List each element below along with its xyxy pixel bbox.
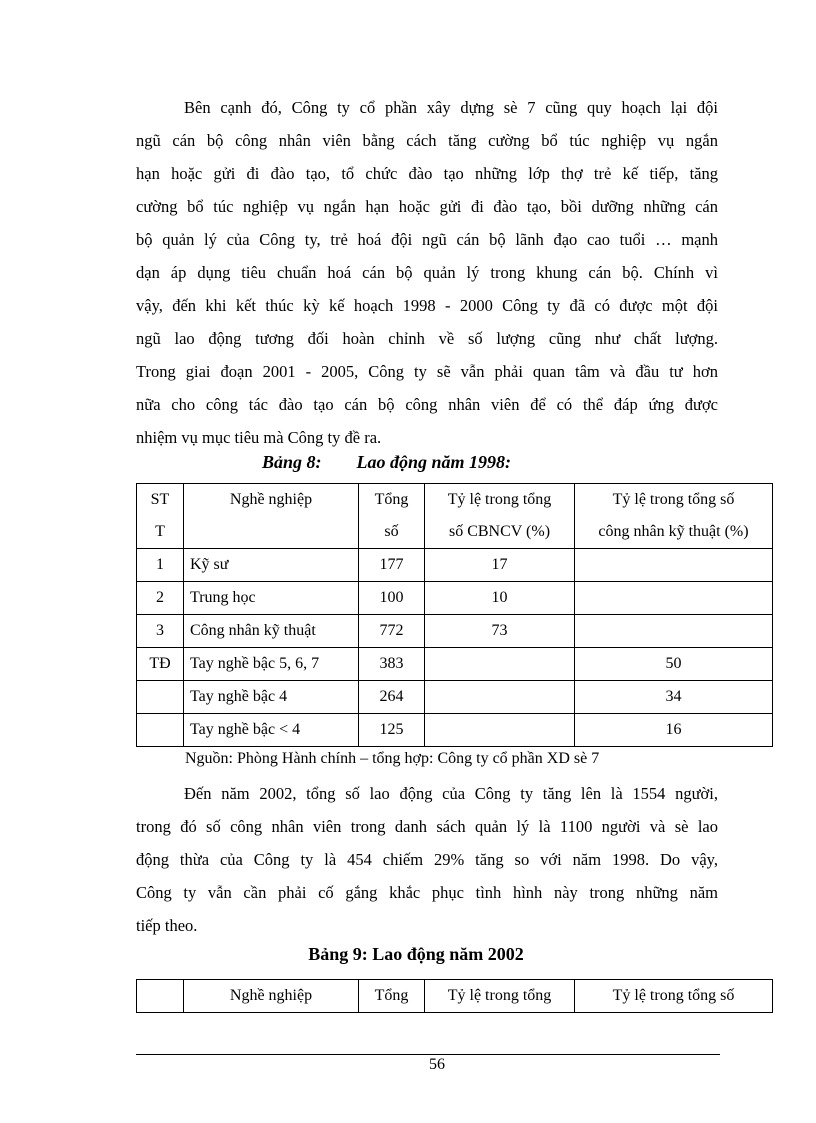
header-tong-so: Tổng số: [359, 484, 425, 549]
table-row: TĐ Tay nghề bậc 5, 6, 7 383 50: [137, 648, 773, 681]
header-stt: [137, 980, 184, 1013]
table-row: Tay nghề bậc 4 264 34: [137, 681, 773, 714]
table-row: 1 Kỹ sư 177 17: [137, 549, 773, 582]
table-labor-2002: [136, 979, 773, 1013]
paragraph-line: hạn hoặc gửi đi đào tạo, tổ chức đào tạo những lớp thợ trẻ kế tiếp, tăng: [136, 164, 718, 183]
paragraph-line: Đến năm 2002, tổng số lao động của Công ty tăng lên là 1554 người,: [184, 784, 718, 803]
header-ty-le-cnkt: Tỷ lệ trong tổng số công nhân kỹ thuật (%): [575, 484, 773, 549]
header-ty-le-cnkt: Tỷ lệ trong tổng số: [575, 980, 773, 1013]
header-nghe-nghiep: Nghề nghiệp: [184, 484, 359, 549]
header-ty-le-cbncv: Tỷ lệ trong tổng: [425, 980, 575, 1013]
paragraph-line: Công ty vẫn cần phải cố gắng khắc phục tình hình này trong những năm: [136, 883, 718, 902]
table8-source: Nguồn: Phòng Hành chính – tổng hợp: Công ty cổ phần XD sè 7: [185, 750, 600, 767]
page-number: 56: [429, 1056, 445, 1073]
paragraph-line: dạn áp dụng tiêu chuẩn hoá cán bộ quản lý trong khung cán bộ. Chính vì: [136, 263, 718, 282]
paragraph-line: động thừa của Công ty là 454 chiếm 29% tăng so với năm 1998. Do vậy,: [136, 850, 718, 869]
header-stt: ST T: [137, 484, 184, 549]
paragraph-line: Bên cạnh đó, Công ty cổ phần xây dựng sè 7 cũng quy hoạch lại đội: [184, 98, 718, 117]
paragraph-line: Trong giai đoạn 2001 - 2005, Công ty sẽ vẫn phải quan tâm và đầu tư hơn: [136, 362, 718, 381]
paragraph-line: bộ quản lý của Công ty, trẻ hoá đội ngũ cán bộ lãnh đạo cao tuổi … mạnh: [136, 230, 718, 249]
table8-caption: [262, 452, 511, 473]
paragraph-line: trong đó số công nhân viên trong danh sách quản lý là 1100 người và sè lao: [136, 817, 718, 836]
paragraph-labor-2002: [136, 777, 718, 942]
paragraph-line: ngũ lao động tương đối hoàn chỉnh về số lượng cũng như chất lượng.: [136, 329, 718, 348]
table-row: 3 Công nhân kỹ thuật 772 73: [137, 615, 773, 648]
paragraph-line: nữa cho công tác đào tạo cán bộ công nhân viên để có thể đáp ứng được: [136, 395, 718, 414]
paragraph-line: cường bổ túc nghiệp vụ ngắn hạn hoặc gửi đi đào tạo, bồi dưỡng những cán: [136, 197, 718, 216]
table9-caption: Bảng 9: Lao động năm 2002: [308, 944, 524, 964]
paragraph-workforce-planning: [136, 91, 718, 454]
header-ty-le-cbncv: Tỷ lệ trong tổng số CBNCV (%): [425, 484, 575, 549]
table-row: Tay nghề bậc < 4 125 16: [137, 714, 773, 747]
header-nghe-nghiep: Nghề nghiệp: [184, 980, 359, 1013]
table-labor-1998: [136, 483, 773, 747]
header-tong-so: Tổng: [359, 980, 425, 1013]
table-row: 2 Trung học 100 10: [137, 582, 773, 615]
paragraph-line: tiếp theo.: [136, 916, 198, 935]
paragraph-line: nhiệm vụ mục tiêu mà Công ty đề ra.: [136, 428, 382, 447]
paragraph-line: ngũ cán bộ công nhân viên bằng cách tăng cường bổ túc nghiệp vụ ngắn: [136, 131, 718, 150]
table-header-row: [137, 980, 773, 1013]
table8-caption-label: Bảng 8:: [262, 452, 322, 472]
table-header-row: [137, 484, 773, 549]
paragraph-line: vậy, đến khi kết thúc kỳ kế hoạch 1998 - 2000 Công ty đã có được một đội: [136, 296, 718, 315]
table8-caption-title: Lao động năm 1998:: [356, 452, 512, 472]
